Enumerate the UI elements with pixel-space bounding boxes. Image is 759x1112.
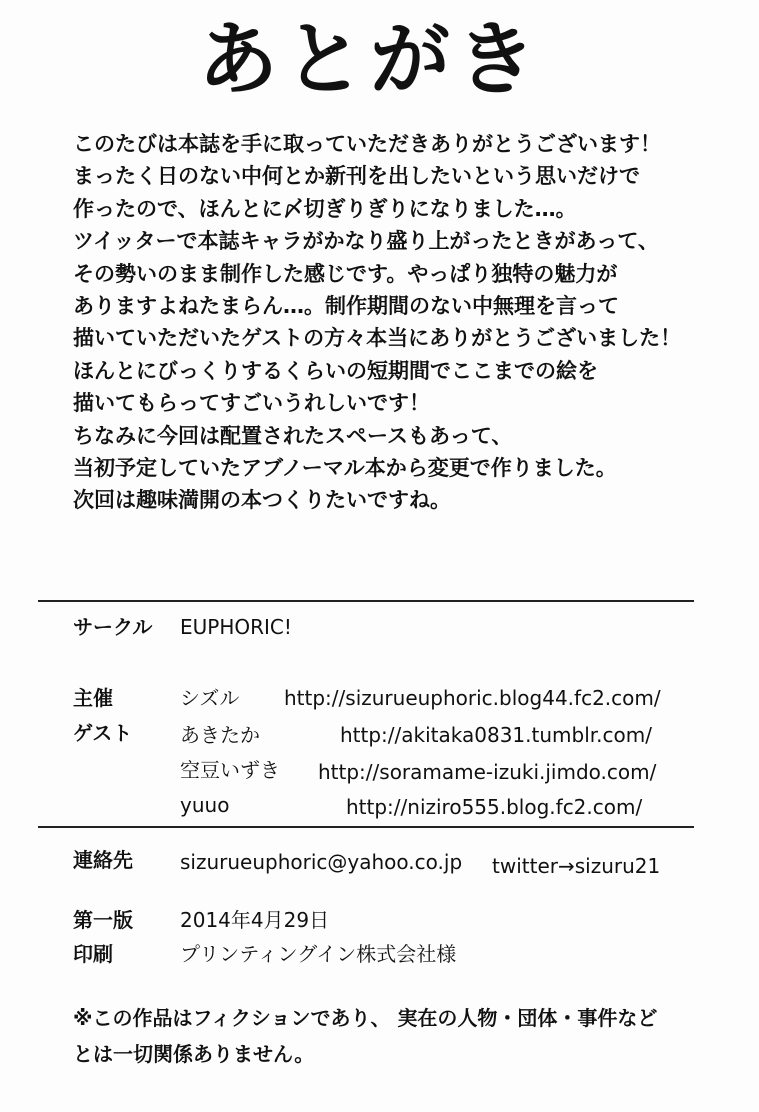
divider bbox=[38, 826, 694, 828]
first-edition-label: 第一版 bbox=[73, 908, 133, 932]
host-url-link[interactable]: http://sizurueuphoric.blog44.fc2.com/ bbox=[284, 686, 661, 710]
first-edition-date: 2014年4月29日 bbox=[180, 908, 330, 932]
host-name: シズル bbox=[180, 686, 240, 710]
body-line: ちなみに今回は配置されたスペースもあって、 bbox=[73, 423, 513, 448]
guest-url-link[interactable]: http://soramame-izuki.jimdo.com/ bbox=[318, 760, 657, 784]
guest-name: yuuo bbox=[180, 793, 230, 817]
guest-name: 空豆いずき bbox=[180, 758, 280, 782]
guest-label: ゲスト bbox=[73, 721, 133, 745]
printing-label: 印刷 bbox=[73, 942, 113, 966]
guest-url-link[interactable]: http://niziro555.blog.fc2.com/ bbox=[346, 795, 643, 819]
body-line: まったく日のない中何とか新刊を出したいという思いだけで bbox=[73, 164, 640, 189]
body-line: ありますよねたまらん…。制作期間のない中無理を言って bbox=[73, 293, 619, 318]
body-line: 描いていただいたゲストの方々本当にありがとうございました！ bbox=[73, 326, 682, 351]
afterword-body bbox=[73, 128, 733, 517]
body-line: 描いてもらってすごいうれしいです！ bbox=[73, 391, 430, 416]
circle-label: サークル bbox=[73, 615, 153, 639]
host-label: 主催 bbox=[73, 686, 113, 710]
fiction-notice-line: ※この作品はフィクションであり、 実在の人物・団体・事件など bbox=[73, 1006, 658, 1030]
contact-label: 連絡先 bbox=[73, 848, 133, 872]
fiction-notice-line: とは一切関係ありません。 bbox=[73, 1042, 315, 1066]
guest-url-link[interactable]: http://akitaka0831.tumblr.com/ bbox=[340, 723, 652, 747]
page-title: あとがき bbox=[198, 13, 542, 106]
body-line: 当初予定していたアブノーマル本から変更で作りました。 bbox=[73, 455, 617, 480]
contact-twitter: twitter→sizuru21 bbox=[492, 854, 661, 878]
guest-name: あきたか bbox=[180, 723, 260, 747]
body-line: このたびは本誌を手に取っていただきありがとうございます！ bbox=[73, 132, 661, 156]
body-line: その勢いのまま制作した感じです。やっぱり独特の魅力が bbox=[73, 261, 618, 286]
contact-email-link[interactable]: sizurueuphoric@yahoo.co.jp bbox=[180, 850, 463, 874]
body-line: ほんとにびっくりするくらいの短期間でここまでの絵を bbox=[73, 358, 598, 383]
body-line: 作ったので、ほんとに〆切ぎりぎりになりました…。 bbox=[73, 196, 577, 221]
body-line: 次回は趣味満開の本つくりたいですね。 bbox=[73, 488, 451, 513]
circle-name: EUPHORIC! bbox=[180, 615, 292, 639]
printing-company: プリンティングイン株式会社様 bbox=[180, 942, 457, 966]
divider bbox=[38, 600, 694, 602]
body-line: ツイッターで本誌キャラがかなり盛り上がったときがあって、 bbox=[73, 229, 659, 254]
